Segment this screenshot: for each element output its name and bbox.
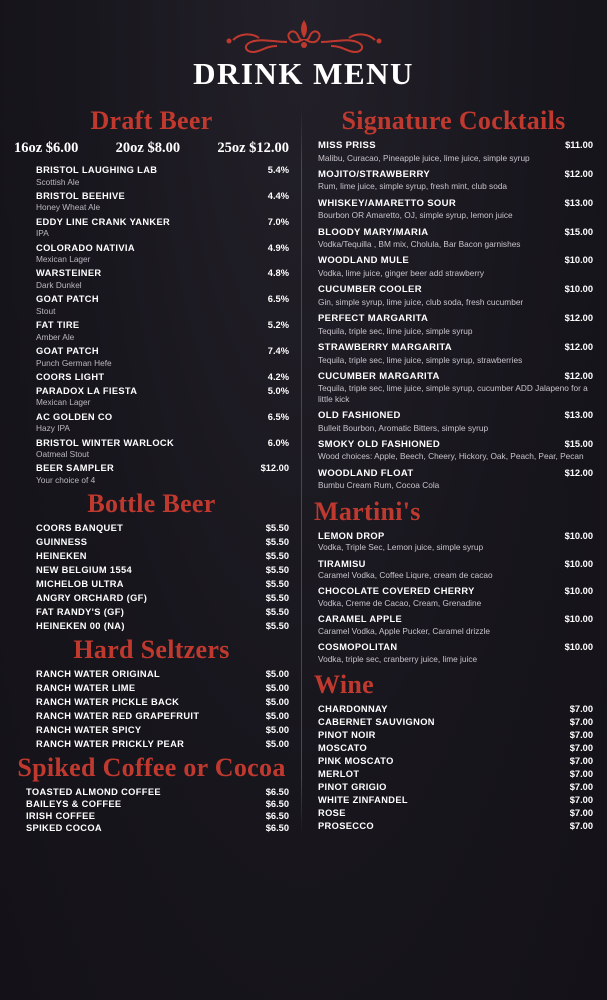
list-item bbox=[312, 284, 595, 307]
item-price: $5.50 bbox=[265, 607, 289, 618]
right-column bbox=[308, 102, 595, 835]
item-price: $12.00 bbox=[564, 168, 593, 179]
item-name: OLD FASHIONED bbox=[318, 410, 401, 422]
item-price: 7.0% bbox=[267, 216, 289, 227]
item-desc: Tequila, triple sec, lime juice, simple syrup bbox=[318, 325, 473, 336]
item-desc: Bourbon OR Amaretto, OJ, simple syrup, lemon juice bbox=[318, 210, 513, 221]
item-price: $11.00 bbox=[565, 140, 593, 150]
list-item bbox=[12, 438, 291, 460]
draft-beer-title: Draft Beer bbox=[90, 106, 213, 135]
list-item bbox=[312, 169, 595, 192]
item-name: SPIKED COCOA bbox=[26, 823, 103, 834]
item-name: CUCUMBER COOLER bbox=[318, 284, 422, 296]
item-desc: Vodka, triple sec, cranberry juice, lime juice bbox=[318, 653, 478, 664]
item-name: PINOT NOIR bbox=[318, 729, 376, 740]
item-price: 6.5% bbox=[267, 294, 289, 305]
item-desc: Caramel Vodka, Coffee Liqure, cream de cacao bbox=[318, 570, 493, 581]
list-item bbox=[12, 607, 291, 617]
item-price: $5.50 bbox=[265, 523, 289, 534]
list-item bbox=[12, 191, 291, 213]
hard-seltzers-title: Hard Seltzers bbox=[73, 635, 230, 665]
list-item bbox=[312, 808, 595, 818]
item-name: BRISTOL BEEHIVE bbox=[36, 190, 126, 201]
list-item bbox=[12, 811, 291, 821]
item-name: WOODLAND MULE bbox=[318, 255, 410, 267]
spiked-title: Spiked Coffee or Cocoa bbox=[17, 753, 286, 783]
item-price: 4.9% bbox=[267, 242, 289, 253]
item-name: CABERNET SAUVIGNON bbox=[318, 716, 435, 727]
item-name: SMOKY OLD FASHIONED bbox=[318, 438, 441, 450]
item-name: MOSCATO bbox=[318, 742, 368, 753]
item-name: FAT TIRE bbox=[36, 320, 80, 331]
list-item bbox=[312, 756, 595, 766]
item-price: $15.00 bbox=[564, 226, 593, 237]
item-desc: IPA bbox=[36, 228, 49, 239]
item-desc: Vodka, Creme de Cacao, Cream, Grenadine bbox=[318, 597, 482, 608]
item-name: COORS LIGHT bbox=[36, 371, 105, 382]
list-item bbox=[312, 614, 595, 636]
item-desc: Malibu, Curacao, Pineapple juice, lime juice, simple syrup bbox=[318, 152, 530, 163]
item-name: BRISTOL WINTER WARLOCK bbox=[36, 437, 175, 448]
list-item bbox=[312, 586, 595, 608]
item-price: $7.00 bbox=[569, 807, 593, 818]
item-price: $6.50 bbox=[265, 787, 289, 798]
item-name: AC GOLDEN CO bbox=[36, 411, 113, 422]
list-item bbox=[12, 320, 291, 342]
list-item bbox=[12, 823, 291, 833]
item-name: RANCH WATER PICKLE BACK bbox=[36, 697, 180, 708]
item-desc: Mexican Lager bbox=[36, 397, 91, 408]
list-item bbox=[312, 255, 595, 278]
list-item bbox=[312, 730, 595, 740]
item-price: $5.00 bbox=[265, 683, 289, 694]
item-price: $7.00 bbox=[569, 729, 593, 740]
item-price: $5.00 bbox=[265, 669, 289, 680]
item-price: $13.00 bbox=[564, 410, 593, 421]
menu-columns bbox=[0, 92, 607, 835]
item-name: NEW BELGIUM 1554 bbox=[36, 565, 133, 576]
item-name: CHARDONNAY bbox=[318, 703, 388, 714]
list-item bbox=[12, 787, 291, 797]
list-item bbox=[12, 551, 291, 561]
item-price: $5.00 bbox=[265, 711, 289, 722]
item-name: COORS BANQUET bbox=[36, 523, 124, 534]
list-item bbox=[12, 711, 291, 721]
list-item bbox=[312, 140, 595, 163]
item-name: RANCH WATER SPICY bbox=[36, 725, 142, 736]
list-item bbox=[12, 579, 291, 589]
list-item bbox=[12, 537, 291, 547]
item-price: $10.00 bbox=[564, 255, 593, 266]
list-item bbox=[312, 795, 595, 805]
item-name: TOASTED ALMOND COFFEE bbox=[26, 787, 161, 798]
item-name: HEINEKEN 00 (NA) bbox=[36, 621, 125, 632]
item-price: $7.00 bbox=[569, 703, 593, 714]
item-name: MICHELOB ULTRA bbox=[36, 579, 124, 590]
item-name: MERLOT bbox=[318, 768, 360, 779]
item-price: $5.50 bbox=[265, 579, 289, 590]
draft-size-16oz: 16oz $6.00 bbox=[14, 140, 79, 156]
list-item bbox=[12, 565, 291, 575]
item-price: $5.50 bbox=[265, 593, 289, 604]
item-name: BRISTOL LAUGHING LAB bbox=[36, 165, 158, 175]
list-item bbox=[312, 642, 595, 664]
item-price: 4.4% bbox=[267, 190, 289, 201]
item-price: $6.50 bbox=[265, 799, 289, 810]
list-item bbox=[12, 243, 291, 265]
item-name: GOAT PATCH bbox=[36, 294, 99, 305]
item-price: 7.4% bbox=[267, 346, 289, 357]
item-desc: Rum, lime juice, simple syrup, fresh mint, club soda bbox=[318, 181, 508, 192]
list-item bbox=[312, 227, 595, 250]
item-price: $12.00 bbox=[564, 370, 593, 381]
item-name: PINOT GRIGIO bbox=[318, 781, 387, 792]
item-desc: Dark Dunkel bbox=[36, 279, 82, 290]
item-name: TIRAMISU bbox=[318, 558, 366, 569]
list-item bbox=[312, 439, 595, 462]
list-item bbox=[12, 669, 291, 679]
item-price: $12.00 bbox=[564, 313, 593, 324]
item-price: $7.00 bbox=[569, 820, 593, 831]
list-item bbox=[312, 782, 595, 792]
item-price: $6.50 bbox=[265, 811, 289, 822]
item-desc: Gin, simple syrup, lime juice, club soda, fresh cucumber bbox=[318, 296, 524, 307]
list-item bbox=[312, 531, 595, 553]
item-desc: Vodka, lime juice, ginger beer add strawberry bbox=[318, 267, 485, 278]
list-item bbox=[12, 725, 291, 735]
list-item bbox=[12, 165, 291, 187]
item-name: COLORADO NATIVIA bbox=[36, 242, 135, 253]
item-name: PROSECCO bbox=[318, 820, 375, 831]
item-price: $5.50 bbox=[265, 537, 289, 548]
list-item bbox=[12, 799, 291, 809]
item-name: FAT RANDY'S (GF) bbox=[36, 607, 125, 618]
item-price: $10.00 bbox=[564, 614, 593, 625]
item-name: IRISH COFFEE bbox=[26, 811, 96, 822]
item-desc: Mexican Lager bbox=[36, 254, 91, 265]
item-name: RANCH WATER PRICKLY PEAR bbox=[36, 739, 185, 750]
item-price: 5.0% bbox=[267, 385, 289, 396]
draft-beer-list bbox=[12, 165, 291, 485]
wine-title: Wine bbox=[314, 669, 374, 699]
list-item bbox=[312, 313, 595, 336]
spiked-list bbox=[12, 787, 291, 833]
left-column bbox=[12, 102, 301, 835]
list-item bbox=[12, 386, 291, 408]
list-item bbox=[312, 198, 595, 221]
item-name: MOJITO/STRAWBERRY bbox=[318, 168, 431, 180]
item-desc: Punch German Hefe bbox=[36, 357, 112, 368]
item-name: WARSTEINER bbox=[36, 268, 102, 279]
item-price: 5.2% bbox=[267, 320, 289, 331]
list-item bbox=[312, 559, 595, 581]
item-name: RANCH WATER LIME bbox=[36, 683, 136, 694]
draft-beer-sizes bbox=[12, 140, 291, 165]
hard-seltzers-list bbox=[12, 669, 291, 749]
item-desc: Wood choices: Apple, Beech, Cheery, Hickory, Oak, Peach, Pear, Pecan bbox=[318, 451, 584, 462]
item-name: LEMON DROP bbox=[318, 530, 385, 541]
list-item bbox=[312, 704, 595, 714]
item-name: CUCUMBER MARGARITA bbox=[318, 370, 440, 382]
item-price: $7.00 bbox=[569, 742, 593, 753]
item-name: WOODLAND FLOAT bbox=[318, 467, 414, 479]
draft-size-20oz: 20oz $8.00 bbox=[115, 140, 181, 156]
list-item bbox=[312, 743, 595, 753]
item-price: $10.00 bbox=[564, 642, 593, 653]
item-desc: Your choice of 4 bbox=[36, 474, 96, 485]
item-name: EDDY LINE CRANK YANKER bbox=[36, 216, 171, 227]
item-name: BLOODY MARY/MARIA bbox=[318, 226, 429, 238]
list-item bbox=[12, 217, 291, 239]
item-name: RANCH WATER ORIGINAL bbox=[36, 669, 161, 680]
list-item bbox=[312, 342, 595, 365]
list-item bbox=[12, 463, 291, 485]
item-name: GUINNESS bbox=[36, 537, 88, 548]
martinis-title: Martini's bbox=[314, 496, 421, 526]
list-item bbox=[12, 523, 291, 533]
bottle-beer-title: Bottle Beer bbox=[87, 489, 216, 519]
item-desc: Hazy IPA bbox=[36, 423, 70, 434]
item-price: $7.00 bbox=[569, 755, 593, 766]
item-price: $12.00 bbox=[564, 342, 593, 353]
list-item bbox=[312, 717, 595, 727]
bottle-beer-list bbox=[12, 523, 291, 631]
cocktails-title: Signature Cocktails bbox=[341, 106, 566, 135]
list-item bbox=[312, 371, 595, 404]
item-desc: Vodka, Triple Sec, Lemon juice, simple syrup bbox=[318, 542, 484, 553]
list-item bbox=[312, 769, 595, 779]
item-desc: Bulleit Bourbon, Aromatic Bitters, simple syrup bbox=[318, 422, 489, 433]
item-name: WHISKEY/AMARETTO SOUR bbox=[318, 197, 457, 209]
item-desc: Tequila, triple sec, lime juice, simple syrup, cucumber ADD Jalapeno for a little kick bbox=[318, 383, 588, 404]
item-price: $7.00 bbox=[569, 794, 593, 805]
list-item bbox=[12, 621, 291, 631]
item-name: STRAWBERRY MARGARITA bbox=[318, 342, 453, 354]
item-price: $12.00 bbox=[564, 467, 593, 478]
column-divider bbox=[301, 106, 302, 835]
item-desc: Bumbu Cream Rum, Cocoa Cola bbox=[318, 480, 440, 491]
cocktails-list bbox=[312, 140, 595, 491]
item-price: 5.4% bbox=[267, 165, 289, 175]
item-price: $5.00 bbox=[265, 697, 289, 708]
item-desc: Stout bbox=[36, 305, 56, 316]
ornamental-flourish-icon bbox=[0, 14, 607, 58]
item-price: 4.8% bbox=[267, 268, 289, 279]
item-name: HEINEKEN bbox=[36, 551, 87, 562]
list-item bbox=[312, 468, 595, 491]
item-desc: Honey Wheat Ale bbox=[36, 202, 101, 213]
item-name: ROSE bbox=[318, 807, 346, 818]
item-price: $10.00 bbox=[564, 558, 593, 569]
item-desc: Tequila, triple sec, lime juice, simple syrup, strawberries bbox=[318, 354, 523, 365]
item-desc: Oatmeal Stout bbox=[36, 449, 90, 460]
list-item bbox=[12, 412, 291, 434]
list-item bbox=[12, 739, 291, 749]
item-price: 6.0% bbox=[267, 437, 289, 448]
draft-size-25oz: 25oz $12.00 bbox=[217, 140, 289, 156]
list-item bbox=[312, 821, 595, 831]
wine-list bbox=[312, 704, 595, 831]
item-price: 6.5% bbox=[267, 411, 289, 422]
list-item bbox=[12, 372, 291, 382]
list-item bbox=[12, 697, 291, 707]
item-name: WHITE ZINFANDEL bbox=[318, 794, 408, 805]
item-name: MISS PRISS bbox=[318, 140, 376, 151]
item-name: COSMOPOLITAN bbox=[318, 642, 398, 653]
item-price: $15.00 bbox=[564, 438, 593, 449]
item-price: $5.00 bbox=[265, 739, 289, 750]
list-item bbox=[12, 294, 291, 316]
item-desc: Amber Ale bbox=[36, 331, 75, 342]
item-price: $10.00 bbox=[564, 586, 593, 597]
item-desc: Caramel Vodka, Apple Pucker, Caramel drizzle bbox=[318, 625, 491, 636]
item-desc: Vodka/Tequilla , BM mix, Cholula, Bar Bacon garnishes bbox=[318, 239, 521, 250]
item-price: 4.2% bbox=[267, 371, 289, 382]
list-item bbox=[12, 593, 291, 603]
item-name: CARAMEL APPLE bbox=[318, 614, 403, 625]
item-name: GOAT PATCH bbox=[36, 346, 99, 357]
item-price: $5.50 bbox=[265, 621, 289, 632]
page-title: DRINK MENU bbox=[193, 56, 414, 91]
menu-header bbox=[0, 0, 607, 92]
item-name: PERFECT MARGARITA bbox=[318, 313, 429, 325]
item-price: $7.00 bbox=[569, 716, 593, 727]
item-name: BEER SAMPLER bbox=[36, 463, 115, 474]
item-name: BAILEYS & COFFEE bbox=[26, 799, 122, 810]
item-price: $7.00 bbox=[569, 781, 593, 792]
item-name: CHOCOLATE COVERED CHERRY bbox=[318, 586, 475, 597]
list-item bbox=[12, 346, 291, 368]
item-price: $5.50 bbox=[265, 551, 289, 562]
item-price: $5.50 bbox=[265, 565, 289, 576]
item-price: $6.50 bbox=[265, 823, 289, 834]
item-desc: Scottish Ale bbox=[36, 176, 80, 187]
list-item bbox=[12, 268, 291, 290]
item-name: RANCH WATER RED GRAPEFRUIT bbox=[36, 711, 200, 722]
list-item bbox=[12, 683, 291, 693]
item-price: $7.00 bbox=[569, 768, 593, 779]
item-price: $10.00 bbox=[564, 530, 593, 541]
item-price: $5.00 bbox=[265, 725, 289, 736]
item-name: ANGRY ORCHARD (GF) bbox=[36, 593, 148, 604]
list-item bbox=[312, 410, 595, 433]
item-price: $10.00 bbox=[564, 284, 593, 295]
item-price: $13.00 bbox=[564, 197, 593, 208]
item-price: $12.00 bbox=[260, 463, 289, 474]
martinis-list bbox=[312, 531, 595, 664]
item-name: PARADOX LA FIESTA bbox=[36, 385, 138, 396]
item-name: PINK MOSCATO bbox=[318, 755, 394, 766]
